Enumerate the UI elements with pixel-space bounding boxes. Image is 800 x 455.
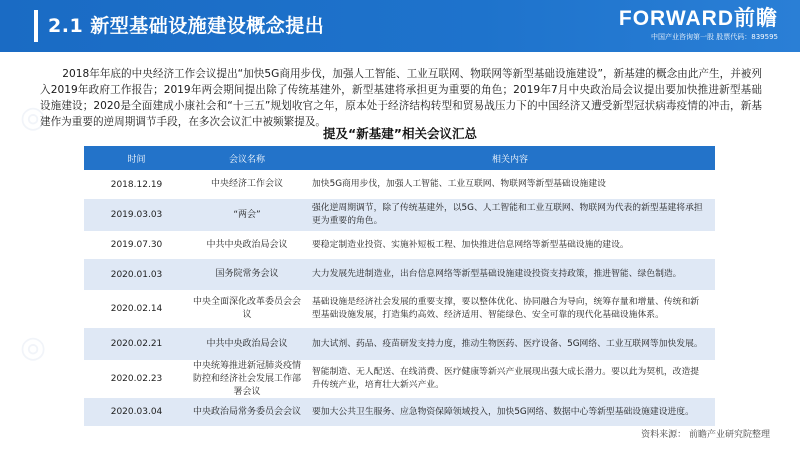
cell-time: 2020.02.14 (110, 304, 163, 314)
cell-time: 2020.02.21 (110, 339, 163, 349)
brand-logo (619, 6, 778, 42)
header-bar (0, 0, 800, 52)
cell-content: 智能制造、无人配送、在线消费、医疗健康等新兴产业展现出强大成长潜力。要以此为契机，改造提升传统产业，培育壮大新兴产业。 (312, 367, 700, 390)
cell-meeting: 中共中央政治局会议 (206, 239, 288, 250)
source-note: 资料来源： 前瞻产业研究院整理 (641, 430, 770, 440)
header-content: 相关内容 (491, 154, 528, 165)
cell-meeting: “两会” (233, 209, 261, 220)
watermark: ◎ (20, 330, 47, 365)
cell-content: 加大试剂、药品、疫苗研发支持力度，推动生物医药、医疗设备、5G网络、工业互联网等加快发展。 (312, 338, 703, 349)
table-row (84, 328, 715, 360)
table-row (84, 170, 715, 199)
cell-content: 强化逆周期调节，除了传统基建外，以5G、人工智能和工业互联网、物联网为代表的新型基建将承担更为重要的角色。 (312, 203, 703, 226)
cell-meeting: 中央全面深化改革委员会会议 (192, 297, 301, 320)
cell-time: 2020.03.04 (110, 407, 163, 417)
title-accent-stripe (34, 10, 38, 42)
cell-content: 大力发展先进制造业，出台信息网络等新型基础设施建设投资支持政策，推进智能、绿色制造。 (312, 269, 682, 279)
table-row (84, 360, 715, 398)
cell-time: 2019.07.30 (110, 240, 163, 250)
cell-meeting: 中央政治局常务委员会会议 (192, 406, 301, 417)
table-row (84, 199, 715, 231)
brand-logo-text: FORWARD前瞻 (618, 7, 778, 30)
cell-content: 基础设施是经济社会发展的重要支撑，要以整体优化、协同融合为导向，统筹存量和增量、传统和新型基础设施发展，打造集约高效、经济适用、智能绿色、安全可靠的现代化基础设施体系。 (312, 297, 700, 320)
cell-meeting: 中央经济工作会议 (210, 179, 283, 189)
cell-time: 2019.03.03 (110, 210, 163, 220)
cell-content: 要稳定制造业投资、实施补短板工程、加快推进信息网络等新型基础设施的建设。 (312, 239, 629, 250)
cell-time: 2020.02.23 (110, 374, 163, 384)
intro-paragraph: 2018年年底的中央经济工作会议提出“加快5G商用步伐，加强人工智能、工业互联网、物联网等新型基础设施建设”，新基建的概念由此产生，并被列入2019年政府工作报告；2019年两会期间提出除了传统基建外，新型基建将承担更为重要的角色；2019年7月中央政治局会议提出要加快推进新型基础设施建设；2020是全面建成小康社会和“十三五”规划收官之年，原本处于经济结构转型和贸易战压力下的中国经济又遭受新型冠状病毒疫情的冲击，新基建作为重要的逆周期调节手段，在多次会议汇中被频繁提及。 (40, 68, 762, 128)
watermark: ◎ (20, 100, 47, 135)
cell-time: 2018.12.19 (110, 179, 163, 190)
header-meeting: 会议名称 (228, 154, 265, 165)
table-title: 提及“新基建”相关会议汇总 (323, 126, 477, 141)
cell-meeting: 中央统筹推进新冠肺炎疫情防控和经济社会发展工作部署会议 (192, 360, 301, 397)
table-row (84, 398, 715, 426)
table-header (84, 146, 715, 170)
brand-tagline: 中国产业咨询第一股 股票代码：839595 (651, 33, 778, 41)
header-time: 时间 (127, 154, 146, 165)
cell-time: 2020.01.03 (110, 269, 163, 280)
cell-content: 要加大公共卫生服务、应急物资保障领域投入，加快5G网络、数据中心等新型基础设施建设进度。 (312, 406, 694, 417)
page-title: 2.1 新型基础设施建设概念提出 (48, 15, 325, 37)
table-row (84, 259, 715, 290)
table-row (84, 231, 715, 259)
cell-meeting: 国务院常务会议 (215, 269, 279, 279)
cell-meeting: 中共中央政治局会议 (206, 338, 288, 349)
cell-content: 加快5G商用步伐，加强人工智能、工业互联网、物联网等新型基础设施建设 (312, 179, 606, 189)
table-row (84, 290, 715, 328)
meetings-table (84, 146, 715, 426)
